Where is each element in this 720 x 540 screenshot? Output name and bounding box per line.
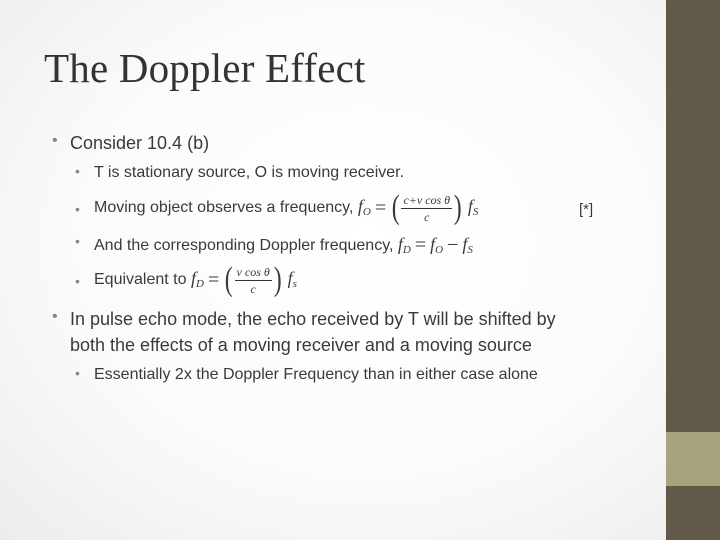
eq-subscript: S	[467, 244, 473, 256]
bullet-text: And the corresponding Doppler frequency,	[94, 237, 394, 254]
subbullet-stationary-source	[75, 163, 405, 182]
equation-fo	[358, 191, 479, 225]
bullet-dot: •	[52, 132, 58, 149]
paren-right: )	[453, 189, 462, 226]
eq-subscript: D	[195, 278, 204, 291]
eq-fraction	[235, 265, 272, 296]
fraction-denominator: c	[424, 209, 430, 224]
bullet-dot: •	[75, 201, 80, 217]
eq-subscript: s	[292, 278, 297, 291]
sidebar-accent-block	[666, 432, 720, 486]
eq-symbol: f	[430, 234, 436, 254]
eq-symbol: f	[357, 196, 363, 217]
bullet-text: Moving object observes a frequency,	[94, 199, 354, 216]
bullet-text: In pulse echo mode, the echo received by T will be shifted by	[70, 309, 556, 329]
bullet-text: Essentially 2x the Doppler Frequency than in either case alone	[94, 366, 538, 383]
subbullet-essentially-2x	[75, 365, 538, 384]
subbullet-doppler-frequency	[75, 233, 473, 257]
equation-fd-equivalent	[191, 263, 297, 297]
bullet-text: Consider 10.4 (b)	[70, 133, 210, 153]
eq-subscript: O	[362, 206, 371, 219]
eq-subscript: O	[435, 244, 444, 256]
bullet-pulse-echo-line1	[52, 308, 556, 330]
paren-left: (	[391, 189, 400, 226]
bullet-dot: •	[52, 308, 58, 325]
eq-equals: =	[207, 268, 220, 291]
subbullet-observed-frequency	[75, 189, 479, 226]
fraction-numerator: c+v cos θ	[403, 192, 451, 207]
eq-equals: =	[374, 196, 387, 219]
eq-subscript: S	[472, 206, 479, 219]
eq-minus: −	[447, 234, 459, 257]
subbullet-equivalent	[75, 261, 297, 298]
bullet-pulse-echo-line2	[70, 335, 532, 356]
bullet-text: both the effects of a moving receiver and a moving source	[70, 335, 532, 355]
bullet-dot: •	[75, 233, 80, 249]
eq-symbol: f	[190, 268, 196, 289]
bullet-dot: •	[75, 365, 80, 381]
equation-tag: [*]	[579, 201, 594, 218]
bullet-dot: •	[75, 273, 80, 289]
eq-symbol: f	[462, 234, 468, 254]
paren-left: (	[224, 261, 233, 298]
eq-fraction	[401, 193, 452, 224]
equation-fd	[397, 234, 473, 257]
eq-subscript: D	[402, 244, 411, 256]
fraction-denominator: c	[250, 281, 256, 296]
bullet-dot: •	[75, 163, 80, 179]
bullet-text: T is stationary source, O is moving receiver.	[94, 164, 405, 181]
paren-right: )	[273, 261, 282, 298]
eq-symbol: f	[287, 268, 293, 289]
eq-symbol: f	[397, 234, 403, 254]
decorative-sidebar	[666, 0, 720, 540]
eq-equals: =	[414, 234, 427, 257]
fraction-numerator: v cos θ	[236, 264, 270, 279]
bullet-consider	[52, 132, 210, 154]
slide-title: The Doppler Effect	[44, 45, 366, 91]
eq-symbol: f	[467, 196, 473, 217]
bullet-text: Equivalent to	[94, 271, 187, 288]
